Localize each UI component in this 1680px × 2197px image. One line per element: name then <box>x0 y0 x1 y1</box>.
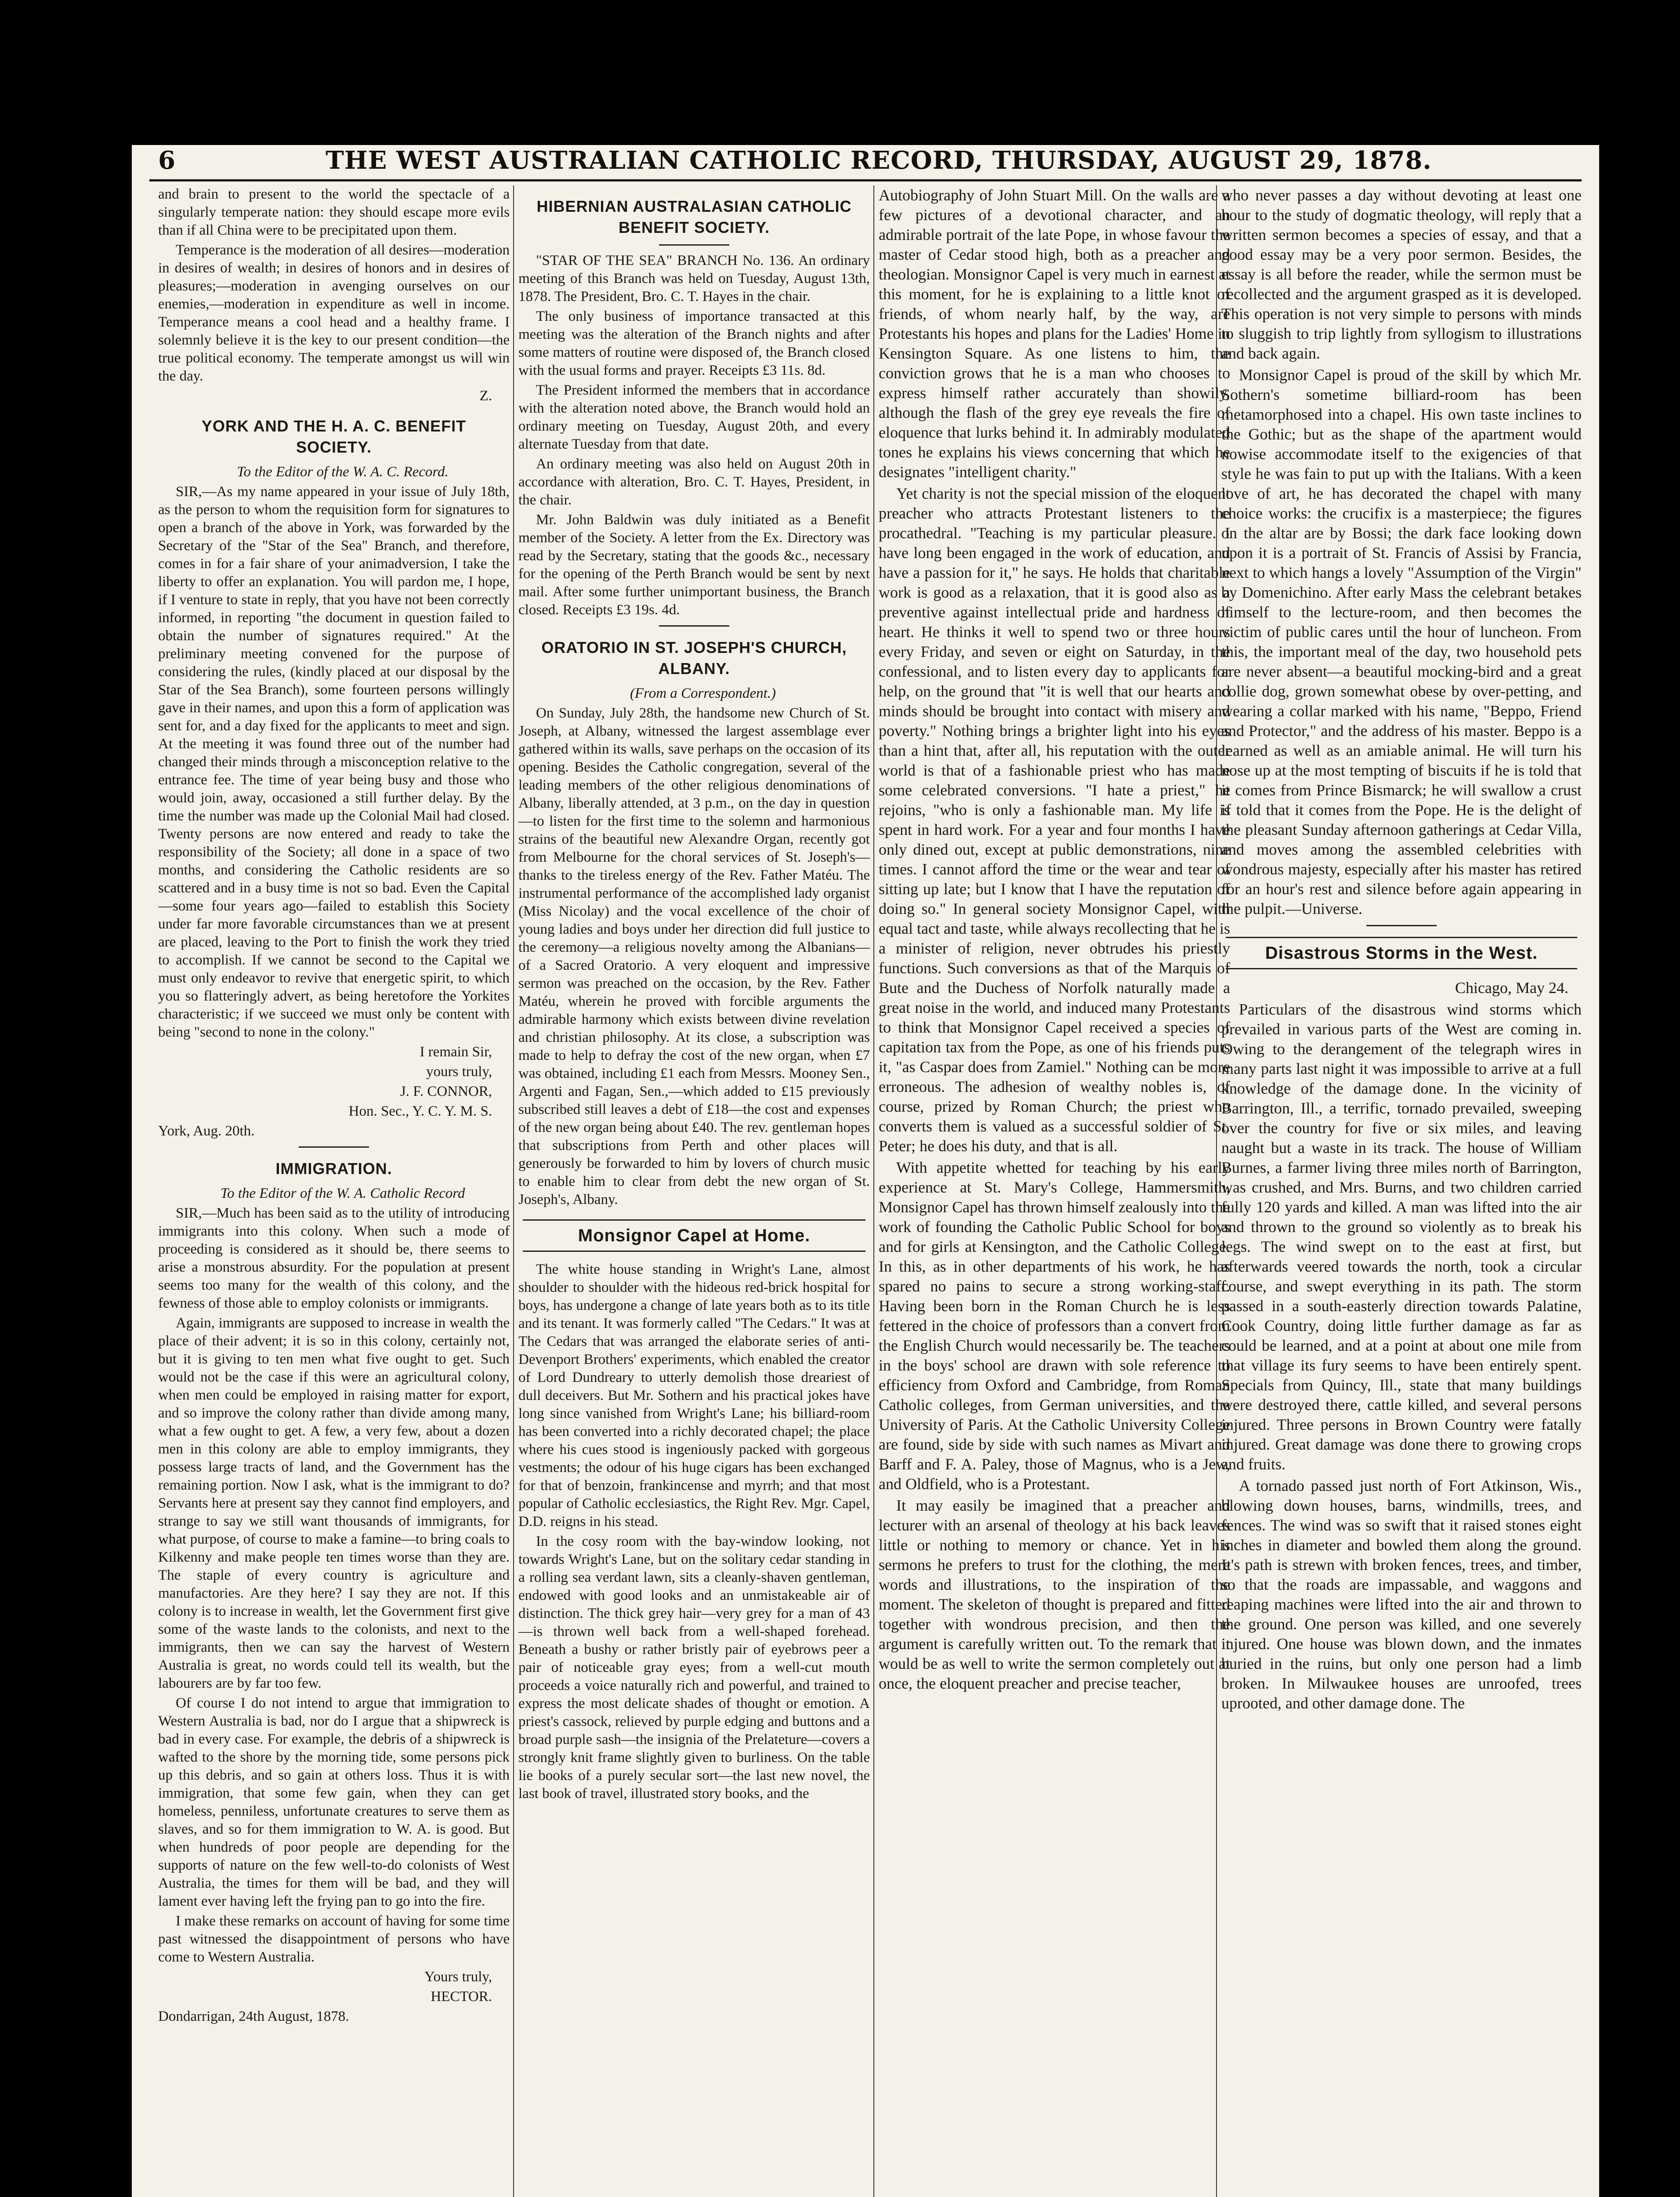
paragraph: I make these remarks on account of having for some time past witnessed the disappointment of persons who have come to Western Australia. <box>158 1913 510 1965</box>
dateline: Dondarrigan, 24th August, 1878. <box>158 2008 349 2024</box>
dateline: Chicago, May 24. <box>1455 979 1568 997</box>
signature: Hon. Sec., Y. C. Y. M. S. <box>348 1103 492 1119</box>
paragraph: The only business of importance transacted at this meeting was the alteration of the Branch nights and after some matters of routine were disposed of, the Branch closed with the usual forms and prayer. Receipts £3 11s. 8d. <box>518 308 870 378</box>
article-headline: Monsignor Capel at Home. <box>523 1219 865 1252</box>
divider <box>1366 925 1437 926</box>
article-headline: ORATORIO IN ST. JOSEPH'S CHURCH, ALBANY. <box>541 638 847 678</box>
paragraph: Temperance is the moderation of all desires—moderation in desires of wealth; in desires of honors and in desires of pleasures;—moderation in avenging ourselves on our enemies,—moderation in expenditure as well in income. Temperance means a cool head and a healthy frame. I solemnly believe it is the key to our present condition—the true political economy. The temperate amongst us will win the day. <box>158 242 510 384</box>
masthead <box>158 145 1573 176</box>
page-number: 6 <box>158 146 175 175</box>
paragraph: and brain to present to the world the spectacle of a singularly temperate nation: they should escape more evils than if all China were to be precipitated upon them. <box>158 186 510 238</box>
masthead-rule <box>149 179 1582 181</box>
editor-address: To the Editor of the W. A. Catholic Record <box>220 1186 465 1201</box>
paragraph: In the cosy room with the bay-window looking, not towards Wright's Lane, but on the solitary cedar standing in a rolling sea verdant lawn, sits a cleanly-shaven gentleman, endowed with good looks and an unmistakeable air of distinction. The thick grey hair—very grey for a man of 43—is thrown well back from a well-shaped forehead. Beneath a bushy or rather bristly pair of eyebrows peer a pair of noticeable gray eyes; from a well-cut mouth proceeds a voice naturally rich and powerful, and trained to express the most delicate shades of thought or emotion. A priest's cassock, relieved by purple edging and buttons and a broad purple sash—the insignia of the Prelateture—covers a strongly knit frame slightly given to burliness. On the table lie books of a purely secular sort—the last new novel, the last book of travel, illustrated story books, and the <box>518 1534 870 1802</box>
article-headline: Disastrous Storms in the West. <box>1226 937 1577 969</box>
signature: J. F. CONNOR, <box>400 1084 492 1099</box>
byline: (From a Correspondent.) <box>630 685 776 701</box>
editor-address: To the Editor of the W. A. C. Record. <box>237 464 449 480</box>
paragraph: It may easily be imagined that a preacher and lecturer with an arsenal of theology at his back leaves little or nothing to memory or chance. Yet in his sermons he prefers to trust for the clothing, the mere words and illustrations, to the inspiration of the moment. The skeleton of thought is prepared and fitted together with wondrous precision, and then the argument is carefully written out. To the remark that it would be as well to write the sermon completely out at once, the eloquent preacher and precise teacher, <box>879 1497 1230 1692</box>
signature: HECTOR. <box>431 1989 492 2005</box>
paragraph: Monsignor Capel is proud of the skill by which Mr. Sothern's sometime billiard-room has been metamorphosed into a chapel. His own taste inclines to the Gothic; but as the shape of the apartment would nowise accommodate itself to the exigencies of that style he was fain to put up with the Italians. With a keen love of art, he has decorated the chapel with many choice works: the crucifix is a masterpiece; the figures on the altar are by Bossi; the dark face looking down upon it is a portrait of St. Francis of Assisi by Francia, next to which hangs a lovely "Assumption of the Virgin" by Domenichino. After early Mass the celebrant betakes himself to the lecture-room, and then becomes the victim of public cares until the hour of luncheon. From this, the important meal of the day, two household pets are never absent—a beautiful mocking-bird and a great collie dog, grown somewhat obese by over-petting, and wearing a collar marked with his name, "Beppo, Friend and Protector," and the address of his master. Beppo is a learned as well as an amiable animal. He will turn his nose up at the most tempting of biscuits if he is told that it comes from Prince Bismarck; he will swallow a crust if told that it comes from the Pope. He is the delight of the pleasant Sunday afternoon gatherings at Cedar Villa, and moves among the assembled celebrities with wondrous majesty, especially after his master has retired for an hour's rest and silence before again appearing in the pulpit.—Universe. <box>1221 366 1582 917</box>
article-headline: HIBERNIAN AUSTRALASIAN CATHOLIC BENEFIT SOCIETY. <box>536 197 852 236</box>
dateline: York, Aug. 20th. <box>158 1123 255 1139</box>
paragraph: SIR,—Much has been said as to the utility of introducing immigrants into this colony. When such a mode of proceeding is considered as it should be, there seems to arise a monstrous absurdity. For the population at present seems too many for the wealth of this colony, and the fewness of those able to employ colonists or immigrants. <box>158 1205 510 1311</box>
paragraph: Yet charity is not the special mission of the eloquent preacher who attracts Protestant listeners to the procathedral. "Teaching is my particular pleasure. I have long been engaged in the work of education, and have a passion for it," he says. He holds that charitable work is good as a relaxation, that it is good also as a preventive against intellectual pride and hardness of heart. He thinks it well to spend two or three hours every Friday, and seven or eight on Saturday, in the confessional, and to listen every day to applicants for help, on the ground that "it is well that our hearts and minds should be brought into contact with misery and poverty." Nothing brings a brighter light into his eyes than a hint that, after all, his reputation with the outer world is that of a fashionable priest who has made some celebrated conversions. "I hate a priest," he rejoins, "who is only a fashionable man. My life is spent in hard work. For a year and four months I have only dined out, except at public demonstrations, nine times. I cannot afford the time or the wear and tear of sitting up late; but I know that I have the reputation of doing so." In general society Monsignor Capel, with equal tact and taste, while always recollecting that he is a minister of religion, never obtrudes his priestly functions. Such conversions as that of the Marquis of Bute and the Duchess of Norfolk naturally made a great noise in the world, and induced many Protestants to think that Monsignor Capel received a species of capitation tax from the Pope, as one of his friends puts it, "as Caspar does from Zamiel." Nothing can be more erroneous. The adhesion of wealthy nobles is, of course, prized by Roman Church; the priest who converts them is valued as a successful soldier of St. Peter; he does his duty, and that is all. <box>879 485 1230 1155</box>
paragraph: Particulars of the disastrous wind storms which prevailed in various parts of the West are coming in. Owing to the derangement of the telegraph wires in many parts last night it was impossible to arrive at a full knowledge of the damage done. In the vicinity of Barrington, Ill., a terrific, tornado prevailed, sweeping over the country for five or six miles, and leaving naught but a waste in its track. The house of William Burnes, a farmer living three miles north of Barrington, was crushed, and Mrs. Burns, and two children carried fully 120 yards and killed. A man was lifted into the air and thrown to the ground so violently as to break his legs. The wind swept on to the east at first, but afterwards veered towards the north, took a circular course, and swept everything in its path. The storm passed in a south-easterly direction towards Palatine, Cook Country, doing little further damage as far as could be learned, and at a point at about one mile from that village its fury seems to have been entirely spent. Specials from Quincy, Ill., state that many buildings were destroyed there, cattle killed, and several persons injured. Three persons in Brown Country were fatally injured. Great damage was done there to growing crops and fruits. <box>1221 1001 1582 1473</box>
paragraph: A tornado passed just north of Fort Atkinson, Wis., blowing down houses, barns, windmills, trees, and fences. The wind was so swift that it raised stones eight inches in diameter and bowled them along the ground. It's path is strewn with broken fences, trees, and timber, so that the roads are impassable, and waggons and reaping machines were lifted into the air and thrown to the ground. One person was killed, and one severely injured. One house was blown down, and the inmates buried in the ruins, but only one person had a limb broken. In Milwaukee houses are unroofed, trees uprooted, and other damage done. The <box>1221 1477 1582 1712</box>
signature: yours truly, <box>426 1064 492 1080</box>
paragraph: The white house standing in Wright's Lane, almost shoulder to shoulder with the hideous red-brick hospital for boys, has undergone a change of late years both as to its title and its tenant. It was formerly called "The Cedars." It was at The Cedars that was arranged the elaborate series of anti-Devenport Brothers' experiments, which enabled the creator of Lord Dundreary to utterly demolish those dreariest of dull deceivers. But Mr. Sothern and his practical jokes have long since vanished from Wright's Lane; his billiard-room has been converted into a richly decorated chapel; the place where his cues stood is ingeniously packed with gorgeous vestments; the odour of his huge cigars has been exchanged for that of benzoin, frankincense and myrrh; and that most popular of Catholic ecclesiastics, the Right Rev. Mgr. Capel, D.D. reigns in his stead. <box>518 1262 870 1530</box>
divider <box>659 625 729 627</box>
column-4 <box>1221 185 1582 2197</box>
article-headline: YORK AND THE H. A. C. BENEFIT SOCIETY. <box>201 417 467 456</box>
masthead-title: THE WEST AUSTRALIAN CATHOLIC RECORD, THURSDAY, AUGUST 29, 1878. <box>326 146 1432 175</box>
paragraph: SIR,—As my name appeared in your issue of July 18th, as the person to whom the requisition form for signatures to open a branch of the above in York, was forwarded by the Secretary of the "Star of the Sea" Branch, and therefore, comes in for a fair share of your animadversion, I take the liberty to offer an explanation. You will pardon me, I hope, if I venture to state in reply, that you have not been correctly informed, in reporting "the document in question failed to obtain the number of signatures required." At the preliminary meeting convened for the purpose of considering the rules, (kindly placed at our disposal by the Star of the Sea Branch), some fourteen persons willingly gave in their names, and upon this a form of application was sent for, and a day fixed for the applicants to meet and sign. At the meeting it was found three out of the number had changed their minds through a misconception relative to the entrance fee. The time of year being busy and those who would join, away, occasioned a still further delay. By the time the number was made up the Colonial Mail had closed. Twenty persons are now entered and ready to take the responsibility of the Society; all done in a space of two months, and considering the Catholic residents are so scattered and in a busy time is not so bad. Even the Capital—some four years ago—failed to establish this Society under far more favorable circumstances than we at present are placed, leaving to the Port to finish the work they tried to accomplish. If we cannot be second to the Capital we must only endeavor to revive that energetic spirit, to which you so flatteringly advert, as being heretofore the Yorkites characteristic; if we succeed we must only be content with being "second to none in the colony." <box>158 484 510 1040</box>
paragraph: The President informed the members that in accordance with the alteration noted above, the Branch would hold an ordinary meeting on Tuesday, August 20th, and every alternate Tuesday from that date. <box>518 382 870 452</box>
column-rule <box>873 185 874 2197</box>
paragraph: Mr. John Baldwin was duly initiated as a Benefit member of the Society. A letter from the Ex. Directory was read by the Secretary, stating that the goods &c., necessary for the opening of the Perth Branch would be sent by next mail. After some further unimportant business, the Branch closed. Receipts £3 19s. 4d. <box>518 512 870 618</box>
newspaper-page <box>132 145 1599 2197</box>
paragraph: Again, immigrants are supposed to increase in wealth the place of their advent; it is so in this colony, certainly not, but it is giving to ten men what five ought to get. Such would not be the case if this were an agricultural colony, when men could be employed in raising matter for export, and so improve the colony rather than divide among many, what a few ought to get. A few, a very few, about a dozen men in this colony are able to employ immigrants, they possess large tracts of land, and the Government has the remaining portion. Now I ask, what is the immigrant to do? Servants here at present say they cannot find employers, and strange to say we still want thousands of immigrants, for what purpose, of course to make a famine—to bring coals to Kilkenny and make people ten times worse than they are. The staple of every country is agriculture and manufactories. Are they here? I say they are not. If this colony is to increase in wealth, let the Government first give some of the waste lands to the colonists, and next to the immigrants, then we can say the harvest of Western Australia is great, no words could tell its wealth, but the labourers are by far too few. <box>158 1315 510 1691</box>
column-rule <box>513 185 514 2197</box>
paragraph: On Sunday, July 28th, the handsome new Church of St. Joseph, at Albany, witnessed the largest assemblage ever gathered within its walls, save perhaps on the occasion of its opening. Besides the Catholic congregation, several of the leading members of the other religious denominations of Albany, liberally attended, at 3 p.m., on the day in question—to listen for the first time to the solemn and harmonious strains of the beautiful new Alexandre Organ, recently got from Melbourne for the choral services of St. Joseph's—thanks to the tireless energy of the Rev. Father Matéu. The instrumental performance of the accomplished lady organist (Miss Nicolay) and the vocal excellence of the choir of young ladies and boys under her direction did full justice to the ceremony—a religious novelty among the Albanians—of a Sacred Oratorio. A very eloquent and impressive sermon was preached on the occasion, by the Rev. Father Matéu, wherein he proved with forcible arguments the admirable harmony which exists between divine revelation and christian philosophy. At its close, a subscription was made to help to defray the cost of the new organ, when £7 was obtained, including £1 each from Messrs. Mooney Sen., Argenti and Fagan, Sen.,—which added to £15 previously subscribed still leaves a debt of £18—the cost and expenses of the new organ being about £40. The rev. gentleman hopes that subscriptions from Perth and other places will generously be forwarded to him by lovers of church music to enable him to clear from debt the new organ of St. Joseph's, Albany. <box>518 705 870 1207</box>
signature: Yours truly, <box>424 1969 492 1985</box>
paragraph: An ordinary meeting was also held on August 20th in accordance with alteration, Bro. C. T. Hayes, President, in the chair. <box>518 456 870 508</box>
article-headline: IMMIGRATION. <box>275 1160 392 1178</box>
divider <box>659 244 729 246</box>
signature: Z. <box>479 388 492 404</box>
paragraph: With appetite whetted for teaching by his early experience at St. Mary's College, Hammersmith, Monsignor Capel has thrown himself zealously into the work of founding the Catholic Public School for boys and for girls at Kensington, and the Catholic College. In this, as in other departments of his work, he has spared no pains to secure a strong working-staff. Having been born in the Roman Church he is less fettered in the choice of professors than a convert from the English Church would necessarily be. The teachers in the boys' school are drawn with sole reference to efficiency from Oxford and Cambridge, from Roman Catholic colleges, from German universities, and the University of Paris. At the Catholic University College are found, side by side with such names as Mivart and Barff and F. A. Paley, those of Magnus, who is a Jew, and Oldfield, who is a Protestant. <box>879 1159 1230 1493</box>
paragraph: who never passes a day without devoting at least one hour to the study of dogmatic theology, will reply that a written sermon becomes a species of essay, and that a good essay may be a very poor sermon. Besides, the essay is all before the reader, while the sermon must be recollected and the argument grasped as it is developed. This operation is not very simple to persons with minds to sluggish to trip lightly from syllogism to illustrations and back again. <box>1221 186 1582 362</box>
paragraph: Autobiography of John Stuart Mill. On the walls are a few pictures of a devotional character, and an admirable portrait of the late Pope, in whose favour the master of Cedar stood high, both as a preacher and theologian. Monsignor Capel is very much in earnest at this moment, for he is explaining to a little knot of friends, of whom nearly half, by the way, are Protestants his hopes and plans for the Ladies' Home in Kensington Square. As one listens to him, the conviction grows that he is a man who chooses to express himself rather accurately than showily, although the flash of the grey eye reveals the fire of eloquence that lurks behind it. In admirably modulated tones he explains his views concerning that which he designates "intelligent charity." <box>879 186 1230 481</box>
column-1 <box>158 185 510 2197</box>
column-2 <box>518 185 870 2197</box>
signature: I remain Sir, <box>420 1044 492 1060</box>
column-3 <box>879 185 1230 2197</box>
divider <box>299 1146 369 1148</box>
paragraph: Of course I do not intend to argue that immigration to Western Australia is bad, nor do I argue that a shipwreck is bad in every case. For example, the debris of a shipwreck is wafted to the shore by the morning tide, some persons pick up this debris, and so gain at others loss. Thus it is with immigration, that some few gain, when they can get homeless, penniless, unfortunate creatures to serve them as slaves, and so for them immigration to W. A. is good. But when hundreds of poor people are depending for the supports of nature on the few well-to-do colonists of West Australia, the times for them will be bad, and they will lament ever having left the frying pan to go into the fire. <box>158 1695 510 1909</box>
paragraph: "STAR OF THE SEA" BRANCH No. 136. An ordinary meeting of this Branch was held on Tuesday, August 13th, 1878. The President, Bro. C. T. Hayes in the chair. <box>518 253 870 305</box>
